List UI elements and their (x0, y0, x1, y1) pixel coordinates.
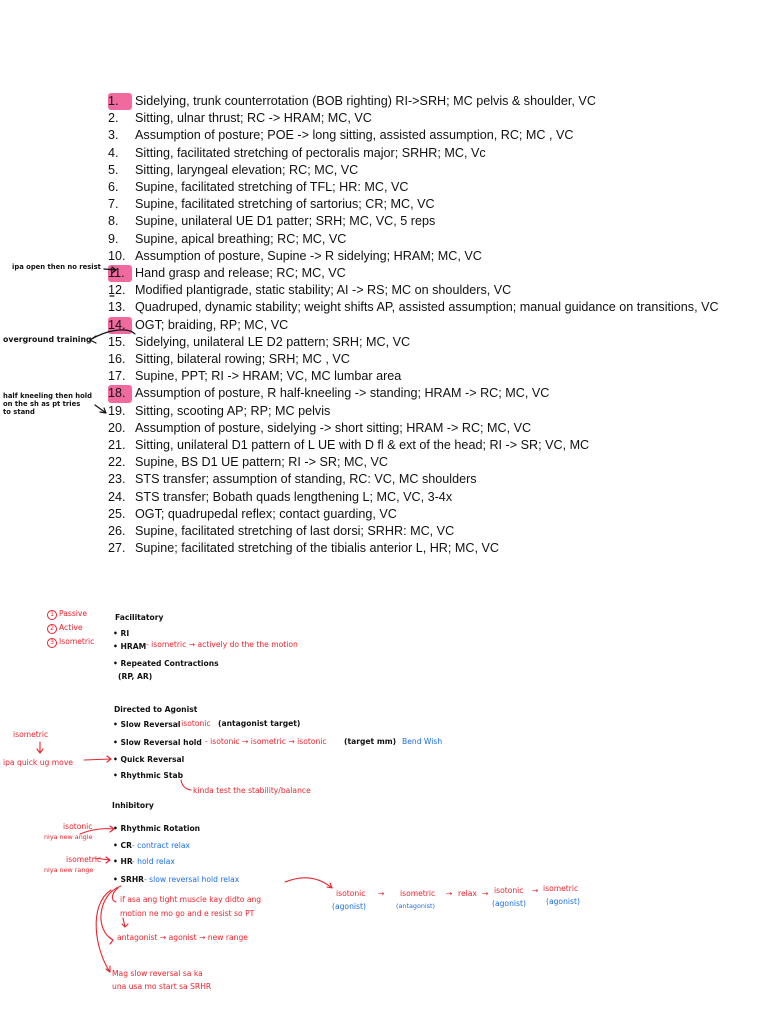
list-item (108, 437, 748, 454)
arrow-srhr-sequence (285, 878, 332, 888)
agonist-slow-reversal-paren: (antagonist target) (218, 719, 301, 728)
list-item-number: 7. (108, 197, 119, 212)
list-item-text: STS transfer; assumption of standing, RC: VC, MC shoulders (135, 472, 477, 487)
agonist-rhythmic-stab-note: kinda test the stability/balance (193, 786, 311, 795)
inhibitory-last-1: Mag slow reversal sa ka (112, 969, 203, 978)
list-item (108, 489, 748, 506)
legend-passive (47, 609, 87, 620)
list-item-number: 20. (108, 420, 126, 435)
list-item-number: 3. (108, 128, 119, 143)
list-item (108, 127, 748, 144)
list-item-number: 1. (108, 93, 132, 110)
list-item (108, 299, 748, 316)
list-item-number: 21. (108, 438, 126, 453)
agonist-slow-reversal-note: - isotonic (176, 719, 211, 728)
agonist-slow-reversal-hold: • Slow Reversal hold (113, 738, 202, 747)
list-item (108, 196, 748, 213)
list-item-number: 11. (108, 265, 132, 282)
list-item-text: Assumption of posture, sidelying -> short sitting; HRAM -> RC; MC, VC (135, 420, 532, 435)
list-item-text: Sidelying, trunk counterrotation (BOB righting) RI->SRH; MC pelvis & shoulder, VC (135, 94, 596, 108)
list-item-number: 27. (108, 541, 126, 556)
list-item-number: 10. (108, 248, 126, 263)
legend-active (47, 623, 83, 634)
list-item-text: Supine, facilitated stretching of last dorsi; SRHR: MC, VC (135, 524, 455, 539)
sequence-step-4: isotonic (494, 886, 524, 895)
list-item (108, 385, 748, 402)
sequence-step-4-sub: (agonist) (492, 899, 526, 908)
legend-active-label: Active (59, 623, 83, 632)
list-item-text: Supine, facilitated stretching of sartorius; CR; MC, VC (135, 197, 435, 212)
list-item-number: 14. (108, 317, 132, 334)
list-item-text: Supine, facilitated stretching of TFL; HR: MC, VC (135, 180, 409, 195)
arrow-left-isometric (37, 742, 43, 753)
list-item (108, 368, 748, 385)
list-item (108, 540, 748, 557)
sequence-step-1-sub: (agonist) (332, 902, 366, 911)
inhibitory-rhythmic-rotation: • Rhythmic Rotation (113, 824, 201, 833)
margin-note-18-line2: on the sh as pt tries (3, 400, 81, 408)
exercise-list (108, 93, 748, 557)
agonist-left-isometric: isometric (13, 730, 49, 739)
sequence-step-5: isometric (543, 884, 579, 893)
list-item-number: 26. (108, 524, 126, 539)
list-item-text: OGT; quadrupedal reflex; contact guarding, VC (135, 506, 397, 521)
list-item-number: 6. (108, 180, 119, 195)
sequence-step-5-sub: (agonist) (546, 897, 580, 906)
list-item-text: Sitting, bilateral rowing; SRH; MC , VC (135, 352, 350, 367)
arrow-rhythmic-stab (181, 780, 191, 790)
legend-passive-mark: 1 (47, 610, 57, 620)
legend-active-mark: 2 (47, 624, 57, 634)
agonist-quick-reversal: • Quick Reversal (113, 755, 185, 764)
list-item-text: Sidelying, unilateral LE D2 pattern; SRH; MC, VC (135, 334, 411, 349)
list-item-text: Sitting, ulnar thrust; RC -> HRAM; MC, VC (135, 111, 372, 126)
agonist-rhythmic-stab: • Rhythmic Stab (113, 771, 184, 780)
sequence-step-1: isotonic (336, 889, 366, 898)
arrow-srhr-down-2 (96, 890, 111, 972)
facilitatory-ri: • RI (113, 629, 130, 638)
list-item-number: 19. (108, 403, 126, 418)
legend-isometric-label: Isometric (59, 637, 95, 646)
list-item (108, 282, 748, 299)
list-item-number: 12. (108, 283, 126, 298)
facilitatory-hram-note: - isometric → actively do the the motion (146, 640, 298, 649)
agonist-heading: Directed to Agonist (114, 705, 198, 714)
inhibitory-srhr-note: - slow reversal hold relax (144, 875, 240, 884)
sequence-step-2: isometric (400, 889, 436, 898)
list-item-number: 16. (108, 352, 126, 367)
list-item (108, 248, 748, 265)
list-item-number: 23. (108, 472, 126, 487)
facilitatory-repeated: • Repeated Contractions (113, 659, 219, 668)
agonist-slow-reversal: • Slow Reversal (113, 720, 181, 729)
inhibitory-heading: Inhibitory (112, 801, 154, 810)
list-item-number: 5. (108, 162, 119, 177)
list-item (108, 265, 748, 282)
list-item-number: 22. (108, 455, 126, 470)
inhibitory-explain-2: motion ne mo go and e resist so PT (120, 909, 255, 918)
inhibitory-hr-note: - hold relax (132, 857, 175, 866)
list-item-text: Sitting, laryngeal elevation; RC; MC, VC (135, 162, 359, 177)
list-item-text: OGT; braiding, RP; MC, VC (135, 317, 289, 332)
agonist-slow-reversal-hold-note: - isotonic → isometric → isotonic (205, 737, 327, 746)
list-item-number: 15. (108, 334, 126, 349)
list-item-text: Supine, unilateral UE D1 patter; SRH; MC, VC, 5 reps (135, 214, 436, 229)
facilitatory-repeated-sub: (RP, AR) (118, 672, 153, 681)
list-item-text: Sitting, facilitated stretching of pectoralis major; SRHR; MC, Vc (135, 145, 486, 160)
list-item-number: 24. (108, 489, 126, 504)
agonist-slow-reversal-hold-blue: Bend Wish (402, 737, 443, 746)
sequence-arrow-3: → (482, 889, 489, 898)
list-item (108, 231, 748, 248)
list-item-number: 9. (108, 231, 119, 246)
list-item-text: Assumption of posture, Supine -> R sidelying; HRAM; MC, VC (135, 248, 482, 263)
list-item (108, 420, 748, 437)
inhibitory-left-isotonic: isotonic (63, 822, 93, 831)
margin-note-18-line3: to stand (3, 408, 35, 416)
inhibitory-left-isometric: isometric (66, 855, 102, 864)
list-item (108, 471, 748, 488)
list-item-text: Quadruped, dynamic stability; weight shifts AP, assisted assumption; manual guidance on transitions, VC (135, 300, 719, 315)
sequence-step-2-sub: (antagonist) (396, 902, 436, 910)
list-item (108, 403, 748, 420)
list-item-text: Modified plantigrade, static stability; AI -> RS; MC on shoulders, VC (135, 283, 512, 298)
list-item-text: Supine, BS D1 UE pattern; RI -> SR; MC, VC (135, 455, 389, 470)
sequence-arrow-4: → (532, 886, 539, 895)
arrow-quick-reversal (84, 756, 111, 762)
sequence-arrow-2: → (446, 889, 453, 898)
list-item (108, 334, 748, 351)
list-item-number: 25. (108, 506, 126, 521)
legend-isometric-mark: 3 (47, 638, 57, 648)
margin-note-14: overground training (3, 335, 92, 344)
list-item-number: 18. (108, 385, 132, 402)
list-item (108, 506, 748, 523)
list-item-number: 2. (108, 111, 119, 126)
inhibitory-left-isotonic-sub: niya new angle (44, 833, 93, 841)
arrow-note-18 (95, 405, 106, 413)
list-item-text: Sitting, scooting AP; RP; MC pelvis (135, 403, 331, 418)
margin-note-18-line1: half kneeling then hold (3, 392, 92, 400)
facilitatory-heading: Facilitatory (115, 613, 164, 622)
agonist-slow-reversal-hold-paren: (target mm) (344, 737, 397, 746)
list-item-number: 4. (108, 145, 119, 160)
list-item-text: Supine, apical breathing; RC; MC, VC (135, 231, 347, 246)
list-item-text: Assumption of posture; POE -> long sitting, assisted assumption, RC; MC , VC (135, 128, 574, 143)
inhibitory-explain-1: if asa ang tight muscle kay didto ang (120, 895, 262, 904)
facilitatory-hram: • HRAM (113, 642, 147, 651)
arrow-srhr-explain (112, 888, 118, 902)
list-item (108, 454, 748, 471)
agonist-left-quick: ipa quick ug move (3, 758, 73, 767)
list-item-text: Supine, PPT; RI -> HRAM; VC, MC lumbar area (135, 369, 402, 384)
list-item (108, 110, 748, 127)
list-item-number: 13. (108, 300, 126, 315)
list-item (108, 162, 748, 179)
inhibitory-cr: • CR (113, 841, 132, 850)
list-item-text: STS transfer; Bobath quads lengthening L; MC, VC, 3-4x (135, 489, 453, 504)
inhibitory-antagonist-line: antagonist → agonist → new range (117, 933, 248, 942)
legend-passive-label: Passive (59, 609, 88, 618)
margin-note-11: ipa open then no resist (12, 263, 101, 271)
inhibitory-hr: • HR (113, 857, 133, 866)
list-item (108, 317, 748, 334)
list-item-number: 17. (108, 369, 126, 384)
list-item (108, 351, 748, 368)
arrow-explain-down (122, 918, 128, 927)
list-item (108, 93, 748, 110)
list-item (108, 145, 748, 162)
list-item (108, 523, 748, 540)
sequence-step-3: relax (458, 889, 477, 898)
list-item-text: Assumption of posture, R half-kneeling -> standing; HRAM -> RC; MC, VC (135, 386, 550, 401)
list-item (108, 179, 748, 196)
list-item (108, 213, 748, 230)
margin-note-18 (3, 392, 92, 416)
list-item-text: Hand grasp and release; RC; MC, VC (135, 266, 346, 281)
sequence-arrow-1: → (378, 889, 385, 898)
inhibitory-left-isometric-sub: niya new range (44, 866, 94, 874)
inhibitory-srhr: • SRHR (113, 875, 145, 884)
legend-isometric (47, 637, 94, 648)
inhibitory-last-2: una usa mo start sa SRHR (112, 982, 212, 991)
inhibitory-cr-note: - contract relax (132, 841, 190, 850)
list-item-text: Sitting, unilateral D1 pattern of L UE with D fl & ext of the head; RI -> SR; VC, MC (135, 438, 590, 453)
list-item-number: 8. (108, 214, 119, 229)
list-item-text: Supine; facilitated stretching of the tibialis anterior L, HR; MC, VC (135, 541, 499, 556)
